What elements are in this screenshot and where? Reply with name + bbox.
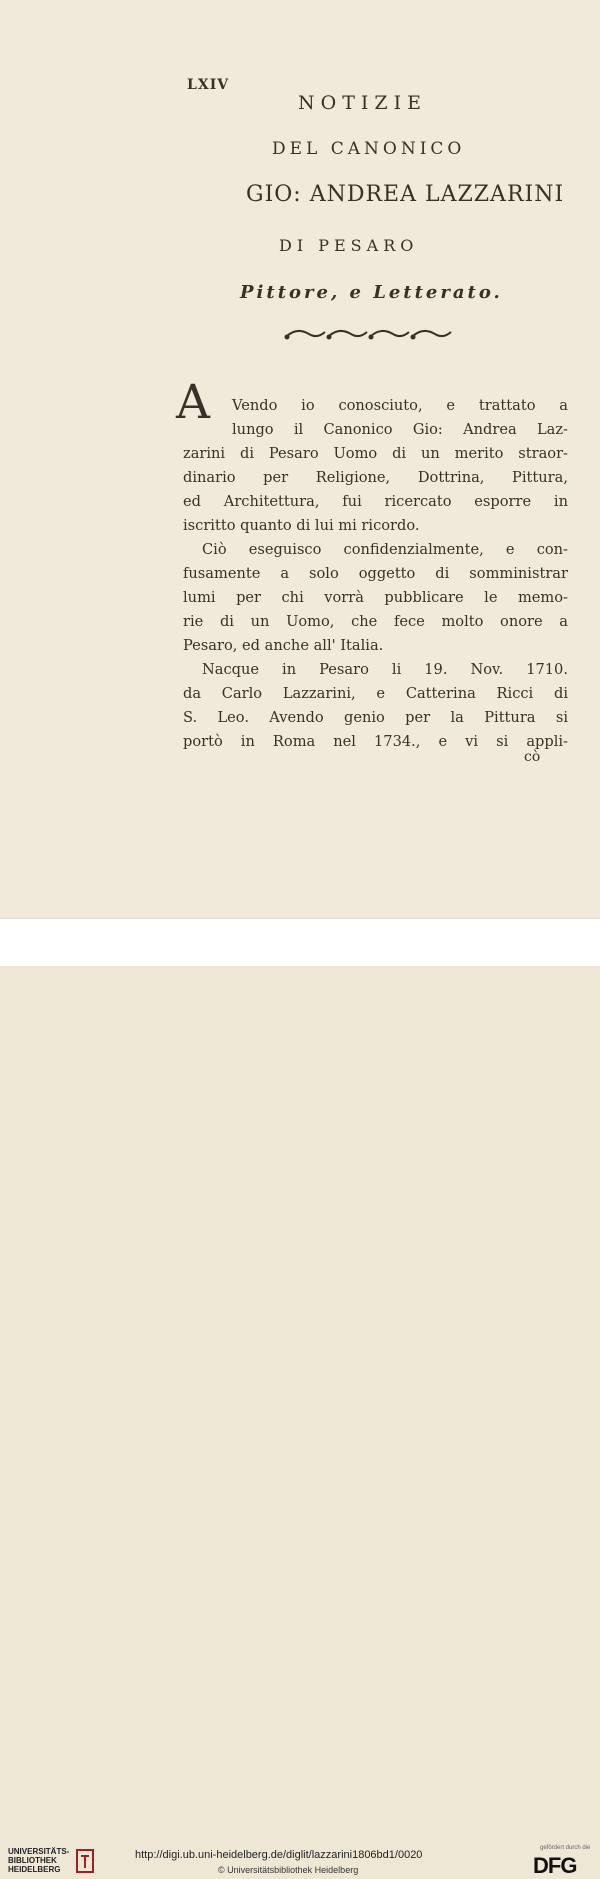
title-line-5: Pittore, e Letterato. bbox=[240, 282, 503, 303]
text-line: lumi per chi vorrà pubblicare le memo- bbox=[183, 589, 568, 606]
text-line: dinario per Religione, Dottrina, Pittura, bbox=[183, 469, 568, 486]
text-line: Vendo io conosciuto, e trattato a bbox=[232, 397, 568, 414]
title-line-1: NOTIZIE bbox=[298, 92, 427, 114]
title-line-4: DI PESARO bbox=[279, 236, 419, 255]
text-line: zarini di Pesaro Uomo di un merito straor- bbox=[183, 445, 568, 462]
page-number: LXIV bbox=[187, 77, 230, 93]
ornament-icon bbox=[284, 327, 456, 343]
library-name-line-1: UNIVERSITÄTS- bbox=[8, 1847, 70, 1856]
text-line: lungo il Canonico Gio: Andrea Laz- bbox=[232, 421, 568, 438]
dfg-logo[interactable]: DFG bbox=[533, 1853, 577, 1878]
text-line: iscritto quanto di lui mi ricordo. bbox=[183, 517, 420, 534]
text-line: Nacque in Pesaro li 19. Nov. 1710. bbox=[202, 661, 568, 678]
copyright-notice: © Universitätsbibliothek Heidelberg bbox=[218, 1865, 359, 1875]
footer-bar bbox=[0, 918, 600, 1878]
permalink-url[interactable]: http://digi.ub.uni-heidelberg.de/diglit/lazzarini1806bd1/0020 bbox=[135, 1849, 423, 1861]
drop-capital: A bbox=[176, 375, 210, 430]
text-line: ed Architettura, fui ricercato esporre in bbox=[183, 493, 568, 510]
text-line: Pesaro, ed anche all' Italia. bbox=[183, 637, 384, 654]
text-line: S. Leo. Avendo genio per la Pittura si bbox=[183, 709, 568, 726]
library-logo[interactable] bbox=[8, 1847, 95, 1874]
library-name-line-2: BIBLIOTHEK bbox=[8, 1856, 57, 1865]
scanned-page bbox=[0, 0, 600, 918]
text-line: portò in Roma nel 1734., e vi si appli- bbox=[183, 733, 568, 750]
funding-note: gefördert durch die bbox=[540, 1845, 591, 1851]
text-line: Ciò eseguisco confidenzialmente, e con- bbox=[202, 541, 568, 558]
text-line: fusamente a solo oggetto di somministrar bbox=[183, 565, 568, 582]
library-name-line-3: HEIDELBERG bbox=[8, 1865, 61, 1874]
title-line-3: GIO: ANDREA LAZZARINI bbox=[246, 182, 565, 207]
library-seal-icon bbox=[75, 1848, 95, 1874]
catchword: cò bbox=[524, 749, 541, 765]
text-line: da Carlo Lazzarini, e Catterina Ricci di bbox=[183, 685, 568, 702]
title-line-2: DEL CANONICO bbox=[272, 139, 466, 159]
text-line: rie di un Uomo, che fece molto onore a bbox=[183, 613, 568, 630]
